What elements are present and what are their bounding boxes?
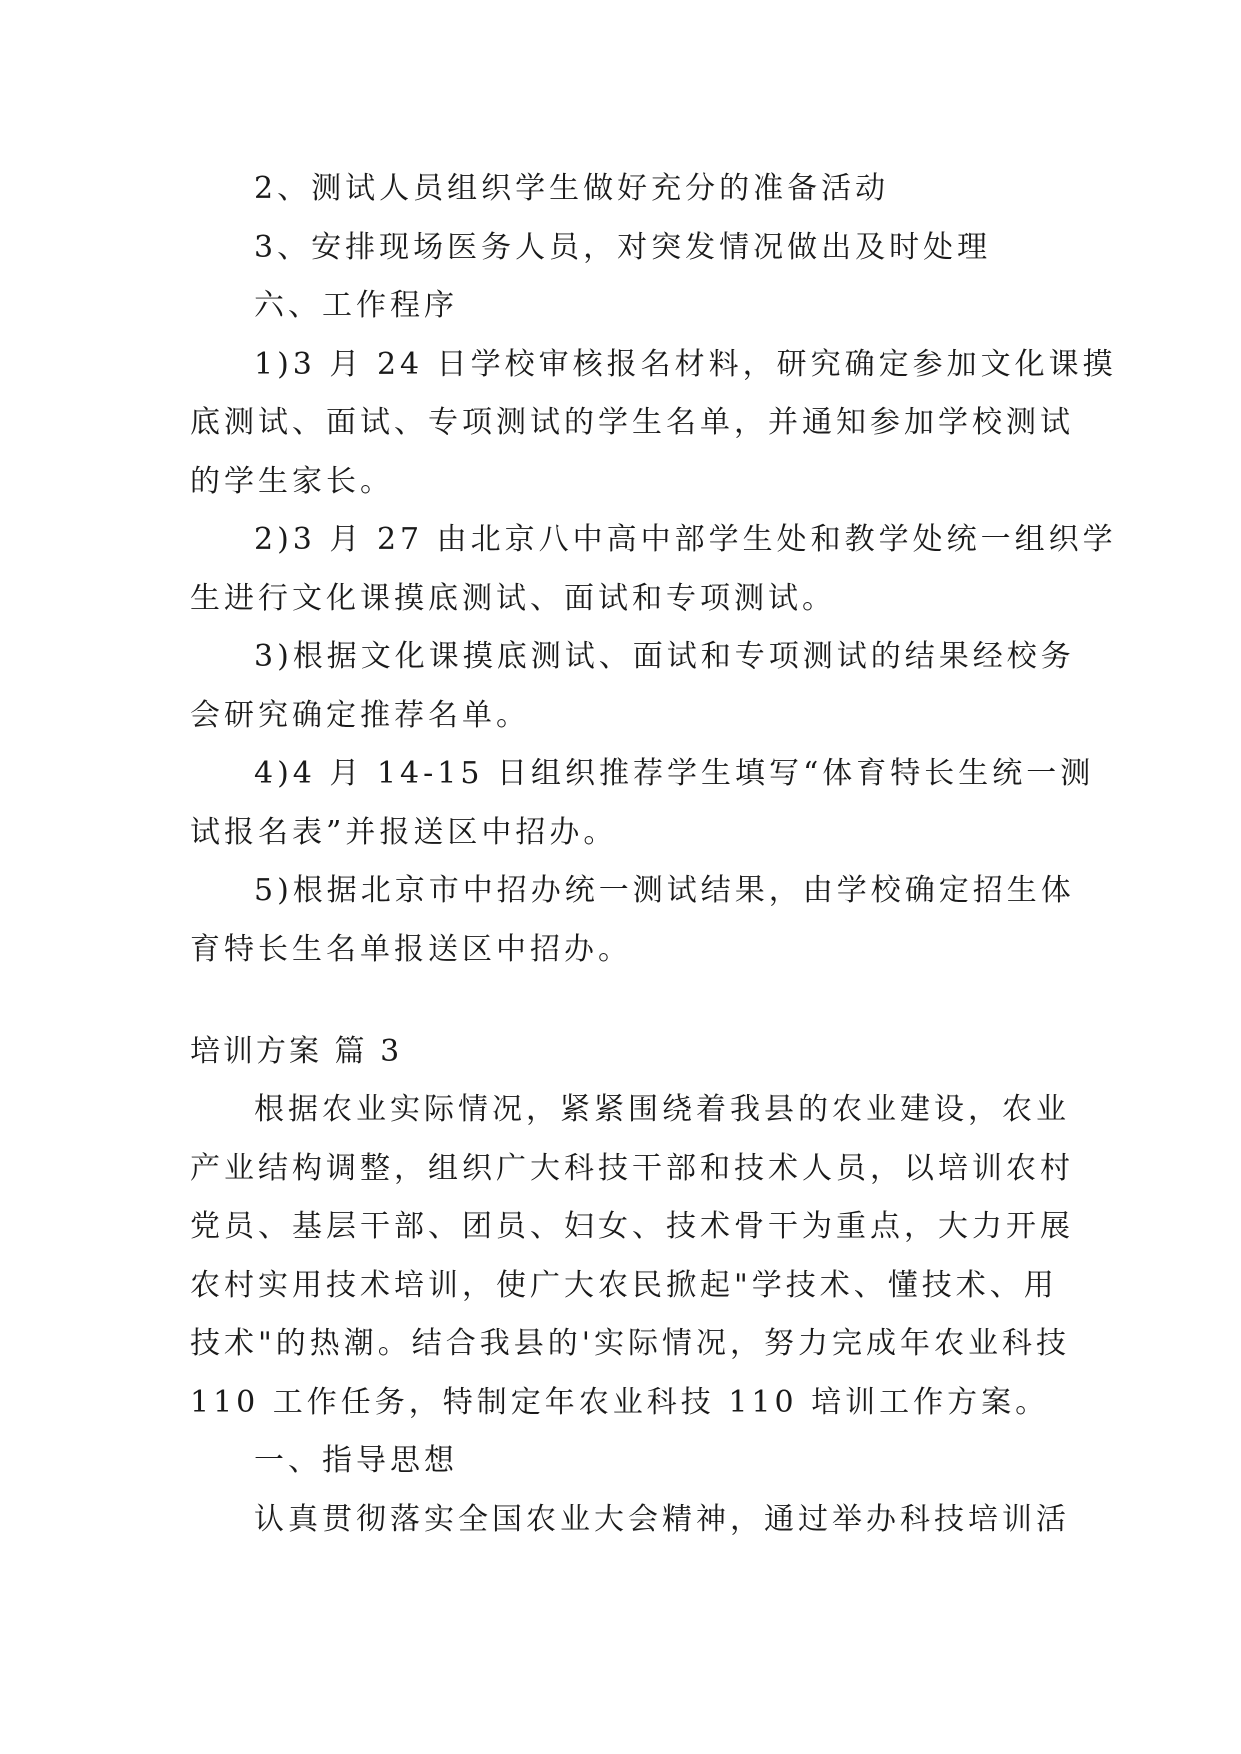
section-gap <box>190 979 1050 1023</box>
paragraph-line: 认真贯彻落实全国农业大会精神，通过举办科技培训活 <box>254 1501 1070 1537</box>
paragraph-line: 2)3 月 27 由北京八中高中部学生处和教学处统一组织学 <box>254 522 1117 557</box>
paragraph-line: 110 工作任务，特制定年农业科技 110 培训工作方案。 <box>190 1384 1050 1420</box>
paragraph-line: 产业结构调整，组织广大科技干部和技术人员，以培训农村 <box>190 1150 1074 1186</box>
paragraph-line: 根据农业实际情况，紧紧围绕着我县的农业建设，农业 <box>254 1092 1070 1127</box>
paragraph-line: 1)3 月 24 日学校审核报名材料，研究确定参加文化课摸 <box>254 346 1117 382</box>
paragraph-line: 的学生家长。 <box>190 463 394 499</box>
paragraph-line: 2、测试人员组织学生做好充分的准备活动 <box>254 171 890 206</box>
paragraph-line: 5)根据北京市中招办统一测试结果，由学校确定招生体 <box>254 873 1075 908</box>
paragraph-line: 会研究确定推荐名单。 <box>190 697 530 733</box>
paragraph-line: 党员、基层干部、团员、妇女、技术骨干为重点，大力开展 <box>190 1209 1074 1244</box>
paragraph-line: 3、安排现场医务人员，对突发情况做出及时处理 <box>254 229 992 265</box>
section-title: 培训方案 篇 3 <box>190 1034 403 1069</box>
section-heading: 六、工作程序 <box>254 288 458 323</box>
paragraph-line: 技术"的热潮。结合我县的'实际情况，努力完成年农业科技 <box>190 1326 1071 1361</box>
paragraph-line: 农村实用技术培训，使广大农民掀起"学技术、懂技术、用 <box>190 1267 1058 1303</box>
section-heading: 一、指导思想 <box>254 1443 458 1478</box>
paragraph-line: 试报名表”并报送区中招办。 <box>190 814 618 850</box>
paragraph-line: 3)根据文化课摸底测试、面试和专项测试的结果经校务 <box>254 639 1075 674</box>
paragraph-line: 育特长生名单报送区中招办。 <box>190 931 632 967</box>
paragraph-line: 4)4 月 14-15 日组织推荐学生填写“体育特长生统一测 <box>254 756 1095 791</box>
paragraph-line: 生进行文化课摸底测试、面试和专项测试。 <box>190 580 836 616</box>
paragraph-line: 底测试、面试、专项测试的学生名单，并通知参加学校测试 <box>190 405 1074 440</box>
document-page <box>190 160 1117 1549</box>
